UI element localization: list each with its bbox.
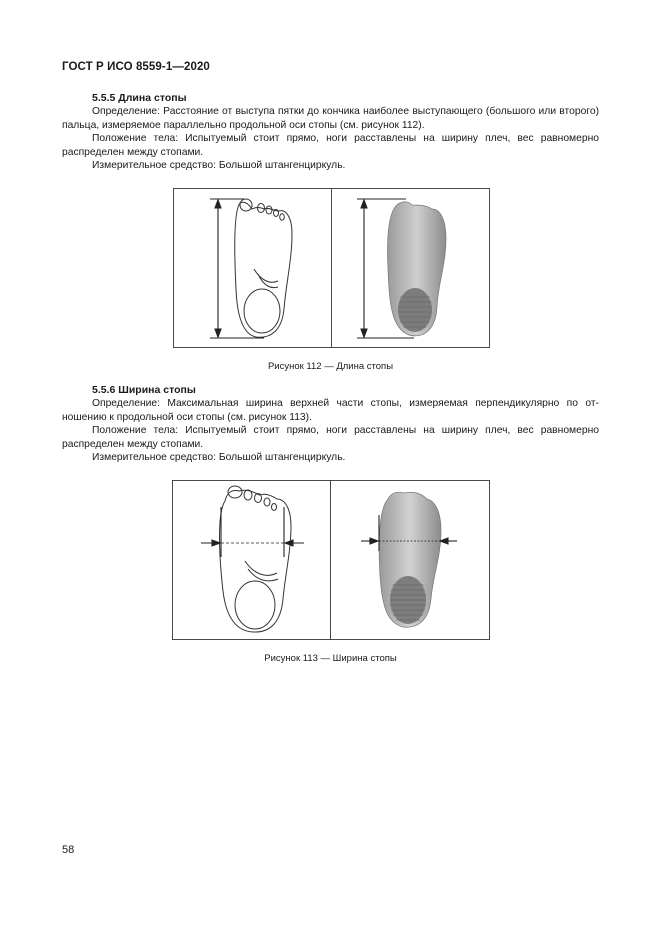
instrument-text: Измерительное средство: Большой штангенциркуль. [92, 160, 346, 172]
section-body-foot-length [62, 105, 599, 173]
body-position-text: Положение тела: Испытуемый стоит прямо, ноги расставлены на ширину плеч, вес равномерно распределен между стопами. [62, 133, 599, 158]
figure-113-foot-width [172, 480, 490, 640]
document-header: ГОСТ Р ИСО 8559-1—2020 [62, 61, 210, 73]
section-body-foot-width [62, 397, 599, 465]
page-number: 58 [62, 844, 75, 856]
definition-text: Определение: Максимальная ширина верхней части стопы, измеряемая перпендикулярно по от-ношению к продольной оси стопы (см. рисунок 113). [62, 398, 599, 423]
foot-outline-drawing [220, 486, 292, 632]
width-arrows-left [201, 507, 304, 557]
body-position-text: Положение тела: Испытуемый стоит прямо, ноги расставлены на ширину плеч, вес равномерно распределен между стопами. [62, 425, 599, 450]
figure-113-caption: Рисунок 113 — Ширина стопы [264, 653, 397, 664]
figure-112-foot-length [173, 188, 490, 348]
foot-outline-drawing [235, 199, 292, 337]
definition-text: Определение: Расстояние от выступа пятки до кончика наиболее выступающего (большого или второго) пальца, измеряемое параллельно продольной оси стопы (см. рисунок 112). [62, 106, 599, 131]
section-title-foot-width: 5.5.6 Ширина стопы [92, 384, 196, 396]
foot-scan-image [388, 202, 447, 336]
section-title-foot-length: 5.5.5 Длина стопы [92, 92, 187, 104]
length-arrow-left [210, 199, 264, 338]
foot-scan-image [379, 492, 441, 627]
figure-112-caption: Рисунок 112 — Длина стопы [267, 361, 394, 372]
instrument-text: Измерительное средство: Большой штангенциркуль. [92, 452, 346, 464]
